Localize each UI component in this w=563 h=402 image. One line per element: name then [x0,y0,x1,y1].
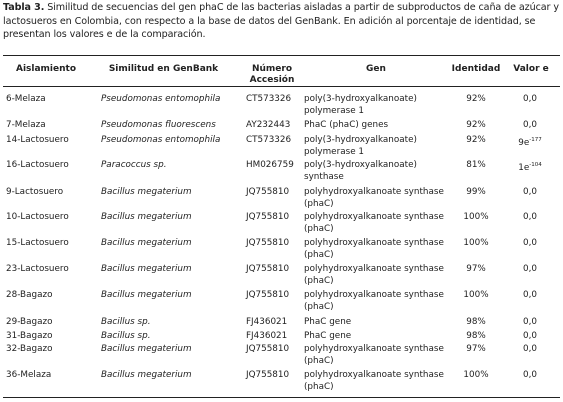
valor-e-base: 0,0 [523,331,537,341]
row-identidad: 97% [466,344,486,354]
row-gen-line: polyhydroxyalkanoate synthase [304,370,444,380]
row-acceso: JQ755810 [246,212,290,222]
row-gen-line: (phaC) [304,249,334,260]
row-gen-line: (phaC) [304,223,334,234]
row-aislamiento: 15-Lactosuero [6,238,69,248]
header-valor-e: Valor e [513,64,549,74]
row-similitud: Paracoccus sp. [101,160,167,170]
row-acceso: AY232443 [246,120,291,130]
row-valor-e [508,187,552,199]
header-gen: Gen [366,64,386,74]
row-gen-line: (phaC) [304,198,334,209]
valor-e-exponent: -177 [529,137,542,143]
row-identidad: 100% [463,370,489,380]
row-identidad: 92% [466,120,486,130]
row-aislamiento: 36-Melaza [6,370,52,380]
row-gen-line: polyhydroxyalkanoate synthase [304,290,444,300]
row-aislamiento: 31-Bagazo [6,331,53,341]
row-aislamiento: 23-Lactosuero [6,264,69,274]
row-gen-line: (phaC) [304,301,334,312]
valor-e-base: 0,0 [523,212,537,222]
row-gen-line: polyhydroxyalkanoate synthase [304,344,444,354]
header-aislamiento: Aislamiento [15,64,77,74]
table-top-rule [3,55,560,56]
row-valor-e [508,135,552,150]
row-identidad: 100% [463,290,489,300]
row-identidad: 97% [466,264,486,274]
row-valor-e [508,317,552,329]
row-gen-line: PhaC (phaC) genes [304,120,389,130]
row-acceso: FJ436021 [246,317,288,327]
row-valor-e [508,290,552,302]
row-identidad: 81% [466,160,486,170]
row-gen-line: poly(3-hydroxyalkanoate) [304,94,417,104]
row-aislamiento: 9-Lactosuero [6,187,64,197]
valor-e-base: 0,0 [523,264,537,274]
valor-e-base: 0,0 [523,290,537,300]
row-identidad: 100% [463,212,489,222]
table-bottom-rule [3,397,560,398]
row-identidad: 99% [466,187,486,197]
row-similitud: Pseudomonas entomophila [101,94,221,104]
row-similitud: Bacillus megaterium [101,212,192,222]
row-acceso: CT573326 [246,94,292,104]
header-acceso-line1: Número [251,64,293,74]
row-aislamiento: 29-Bagazo [6,317,53,327]
valor-e-base: 9e [518,138,530,148]
row-valor-e [508,160,552,175]
row-gen-line: (phaC) [304,355,334,366]
row-gen-line: polymerase 1 [304,105,364,116]
row-acceso: JQ755810 [246,290,290,300]
valor-e-base: 1e [518,163,530,173]
row-gen-line: polyhydroxyalkanoate synthase [304,264,444,274]
row-aislamiento: 16-Lactosuero [6,160,69,170]
row-acceso: JQ755810 [246,264,290,274]
row-gen-line: poly(3-hydroxyalkanoate) [304,160,417,170]
row-acceso: HM026759 [246,160,294,170]
row-aislamiento: 7-Melaza [6,120,46,130]
row-aislamiento: 6-Melaza [6,94,46,104]
row-gen-line: polyhydroxyalkanoate synthase [304,212,444,222]
row-valor-e [508,120,552,132]
row-valor-e [508,212,552,224]
valor-e-base: 0,0 [523,120,537,130]
row-acceso: JQ755810 [246,344,290,354]
row-gen-line: poly(3-hydroxyalkanoate) [304,135,417,145]
row-gen-line: PhaC gene [304,331,352,341]
row-similitud: Bacillus megaterium [101,344,192,354]
row-gen-line: PhaC gene [304,317,352,327]
row-gen-line: polymerase 1 [304,146,364,157]
caption-text: Similitud de secuencias del gen phaC de las bacterias aisladas a partir de subproductos de caña de azúcar y lactosueros en Colombia, con respecto a la base de datos del GenBank. En adición al porcentaje de identidad, se presentan los valores e de la comparación. [3,2,559,41]
row-similitud: Bacillus megaterium [101,370,192,380]
row-similitud: Pseudomonas fluorescens [101,120,216,130]
row-valor-e [508,264,552,276]
header-identidad: Identidad [451,64,501,74]
row-identidad: 98% [466,317,486,327]
row-similitud: Bacillus megaterium [101,187,192,197]
row-acceso: JQ755810 [246,370,290,380]
row-valor-e [508,94,552,106]
row-acceso: JQ755810 [246,238,290,248]
row-acceso: FJ436021 [246,331,288,341]
valor-e-base: 0,0 [523,187,537,197]
row-aislamiento: 32-Bagazo [6,344,53,354]
valor-e-base: 0,0 [523,317,537,327]
row-aislamiento: 10-Lactosuero [6,212,69,222]
row-similitud: Bacillus megaterium [101,264,192,274]
header-similitud: Similitud en GenBank [108,64,219,74]
row-similitud: Bacillus sp. [101,331,151,341]
table-header-rule [3,86,560,87]
valor-e-exponent: -104 [529,162,542,168]
row-acceso: CT573326 [246,135,292,145]
row-valor-e [508,370,552,382]
row-similitud: Pseudomonas entomophila [101,135,221,145]
row-similitud: Bacillus megaterium [101,238,192,248]
row-similitud: Bacillus megaterium [101,290,192,300]
row-identidad: 92% [466,94,486,104]
row-gen-line: polyhydroxyalkanoate synthase [304,187,444,197]
row-gen-line: (phaC) [304,381,334,392]
row-valor-e [508,344,552,356]
valor-e-base: 0,0 [523,370,537,380]
row-valor-e [508,331,552,343]
row-identidad: 98% [466,331,486,341]
row-gen-line: polyhydroxyalkanoate synthase [304,238,444,248]
row-similitud: Bacillus sp. [101,317,151,327]
row-acceso: JQ755810 [246,187,290,197]
table-caption [3,1,561,42]
row-gen-line: (phaC) [304,275,334,286]
row-aislamiento: 28-Bagazo [6,290,53,300]
row-gen-line: synthase [304,171,344,182]
row-identidad: 100% [463,238,489,248]
header-acceso-line2: Accesión [249,75,295,85]
row-aislamiento: 14-Lactosuero [6,135,69,145]
valor-e-base: 0,0 [523,344,537,354]
row-valor-e [508,238,552,250]
valor-e-base: 0,0 [523,238,537,248]
row-identidad: 92% [466,135,486,145]
caption-label: Tabla 3. [3,2,45,13]
valor-e-base: 0,0 [523,94,537,104]
